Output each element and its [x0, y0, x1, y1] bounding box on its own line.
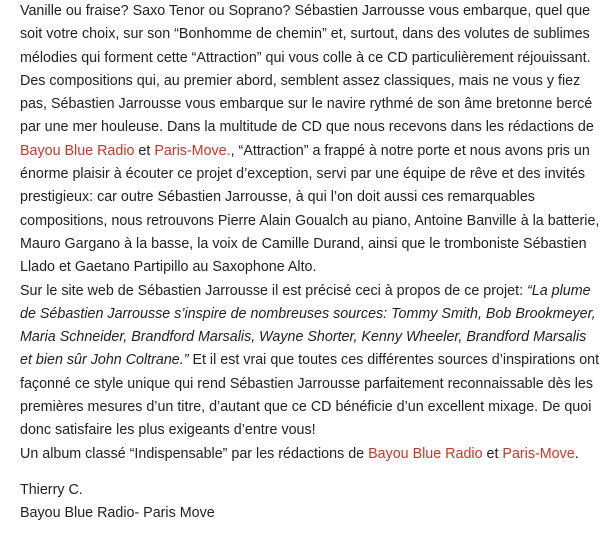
link-paris-move[interactable]: Paris-Move. [154, 142, 231, 159]
paragraph-text: . [574, 445, 579, 462]
link-bayou-blue-radio[interactable]: Bayou Blue Radio [368, 445, 483, 462]
link-paris-move[interactable]: Paris-Move [502, 445, 575, 462]
article-body [20, 0, 600, 526]
paragraph-text: et [134, 142, 155, 159]
article-paragraph-3 [20, 443, 600, 466]
author-affiliation: Bayou Blue Radio- Paris Move [20, 505, 215, 522]
author-name: Thierry C. [20, 481, 83, 498]
paragraph-text: Et il est vrai que toutes ces différentes sources d’inspirations ont façonné ce style unique qui rend Sébastien Jarrousse parfaitement reconnaissable dès les premières mesures d’un titre, d’autant que ce CD bénéficie d’un excellent mixage. De quoi donc satisfaire les plus exigeants d’entre vous! [20, 352, 600, 439]
article-paragraph-2 [20, 280, 600, 443]
paragraph-text: Un album classé “Indispensable” par les rédactions de [20, 445, 369, 462]
paragraph-text: Vanille ou fraise? Saxo Tenor ou Soprano? Sébastien Jarrousse vous embarque, quel que soit votre choix, sur son “Bonhomme de chemin” et, surtout, dans des volutes de sublimes mélodies qui forment cette “Attraction” qui vous colle à ce CD particulièrement réjouissant. Des compositions qui, au premier abord, semblent assez classiques, mais ne vous y fiez pas, Sébastien Jarrousse vous embarque sur le navire rythmé de son âme bretonne bercé par une mer houleuse. Dans la multitude de CD que nous recevons dans les rédactions de [20, 3, 594, 136]
link-bayou-blue-radio[interactable]: Bayou Blue Radio [20, 142, 135, 159]
paragraph-text: et [482, 445, 503, 462]
artist-quote: “La plume de Sébastien Jarrousse s’inspire de nombreuses sources: Tommy Smith, Bob Brookmeyer, Maria Schneider, Brandford Marsalis, Wayne Shorter, Kenny Wheeler, Brandford Marsalis et bien sûr John Coltrane.” [20, 282, 596, 369]
paragraph-text: , “Attraction” a frappé à notre porte et nous avons pris un énorme plaisir à écouter ce projet d’exception, servi par une équipe de rêve et des invités prestigieux: car outre Sébastien Jarrousse, à qui l’on doit aussi ces remarquables compositions, nous retrouvons Pierre Alain Goualch au piano, Antoine Banville à la batterie, Mauro Gargano à la basse, la voix de Camille Durand, ainsi que le tromboniste Sébastien Llado et Gaetano Partipillo au Saxophone Alto. [20, 142, 600, 276]
article-paragraph-1 [20, 0, 600, 280]
signature [20, 479, 600, 526]
paragraph-text: Sur le site web de Sébastien Jarrousse il est précisé ceci à propos de ce projet: [20, 282, 528, 299]
